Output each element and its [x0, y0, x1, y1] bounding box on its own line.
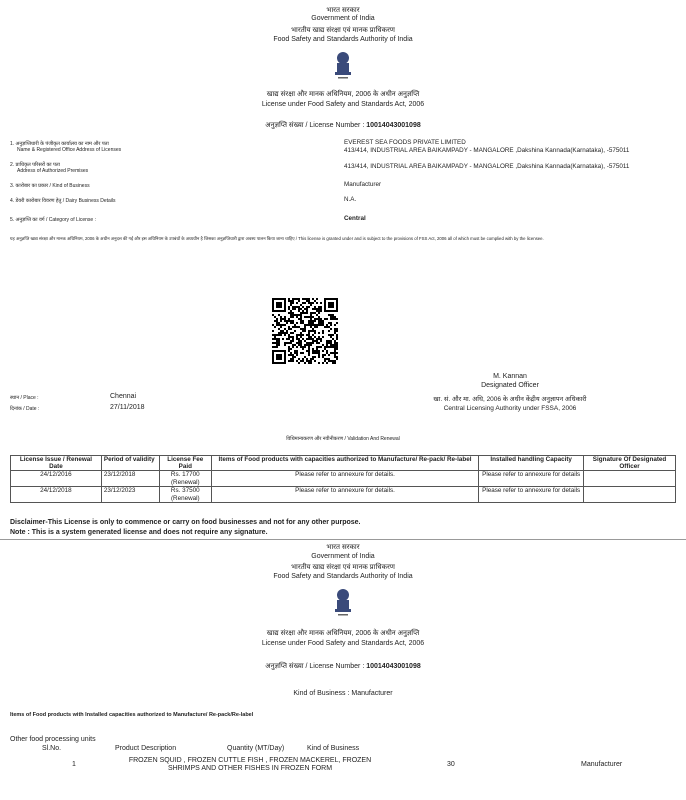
national-emblem-icon: [332, 587, 354, 617]
table-row: [11, 471, 676, 487]
table-cell: Please refer to annexure for details.: [211, 487, 478, 503]
table-cell: 23/12/2018: [101, 471, 159, 487]
date-value: 27/11/2018: [110, 404, 145, 411]
column-header: Items of Food products with capacities authorized to Manufacture/ Re-pack/ Re-label: [211, 456, 478, 471]
annex-group-label: Other food processing units: [10, 736, 96, 743]
header2-act: License under Food Safety and Standards Act, 2006: [261, 640, 425, 647]
annex-column-header: Sl.No.: [42, 745, 62, 752]
header-act: License under Food Safety and Standards Act, 2006: [261, 101, 425, 108]
column-header: Signature Of Designated Officer: [584, 456, 676, 471]
header-hindi-act: खाद्य संरक्षा और मानक अधिनियम, 2006 के अधीन अनुज्ञप्ति: [266, 91, 420, 98]
field-4-label: 4. डेयरी कारोबार विवरण हेतु / Dairy Business Details: [10, 198, 116, 204]
license-number-label: अनुज्ञप्ति संख्या / License Number :: [265, 122, 365, 129]
annex-cell-kind: Manufacturer: [581, 761, 623, 768]
license-condition-text: यह अनुज्ञप्ति खाद्य संरक्षा और मानक अधिनियम, 2006 के अधीन अनुदत्त की गई और इस अधिनियम के उपबंधों के अध्यधीन है जिसका अनुज्ञप्तिधारी द्वारा अवश्य पालन किया जाना चाहिए / This license is granted under and is subject to the provisions of FSS Act, 2006 all of which must be complied with by the licensee.: [10, 236, 544, 241]
field-1-value: EVEREST SEA FOODS PRIVATE LIMITED 413/414, INDUSTRIAL AREA BAIKAMPADY - MANGALORE ,Dakshina Kannada(Karnataka), -575011: [344, 139, 630, 154]
place-label: स्थान / Place :: [10, 395, 39, 401]
header-govt: Government of India: [311, 15, 375, 22]
header-hindi-govt: भारत सरकार: [326, 7, 360, 14]
table-header-row: [11, 456, 676, 471]
table-cell: 23/12/2023: [101, 487, 159, 503]
annex-cell-quantity: 30: [447, 761, 455, 768]
disclaimer-text: Disclaimer-This License is only to commence or carry on food businesses and not for any other purpose.: [10, 519, 361, 526]
signatory-authority: Central Licensing Authority under FSSA, 2006: [443, 405, 577, 412]
table-cell: [584, 471, 676, 487]
table-cell: Rs. 17700 (Renewal): [159, 471, 211, 487]
license-number-value: 10014043001098: [366, 663, 421, 670]
table-cell: Please refer to annexure for details.: [211, 471, 478, 487]
table-cell: Please refer to annexure for details: [479, 471, 584, 487]
annex-column-header: Kind of Business: [307, 745, 360, 752]
page-divider: [0, 539, 686, 540]
table-cell: 24/12/2016: [11, 471, 102, 487]
header2-govt: Government of India: [311, 553, 375, 560]
note-text: Note : This is a system generated license and does not require any signature.: [10, 529, 268, 536]
annex-column-header: Quantity (MT/Day): [227, 745, 285, 752]
header2-hindi-govt: भारत सरकार: [326, 544, 360, 551]
validation-table: [10, 455, 676, 503]
place-value: Chennai: [110, 393, 137, 400]
column-header: Period of validity: [101, 456, 159, 471]
table-cell: [584, 487, 676, 503]
header-authority: Food Safety and Standards Authority of India: [273, 36, 413, 43]
table-row: [11, 487, 676, 503]
header2-authority: Food Safety and Standards Authority of India: [273, 573, 413, 580]
field-5-value: Central: [344, 215, 366, 222]
header-hindi-authority: भारतीय खाद्य संरक्षा एवं मानक प्राधिकरण: [291, 27, 395, 34]
field-2-value: 413/414, INDUSTRIAL AREA BAIKAMPADY - MANGALORE ,Dakshina Kannada(Karnataka), -575011: [344, 163, 630, 170]
table-cell: Please refer to annexure for details: [479, 487, 584, 503]
kind-of-business-line: Kind of Business : Manufacturer: [293, 690, 393, 697]
field-3-label: 3. कारोबार का प्रकार / Kind of Business: [10, 183, 90, 189]
license-number-line-2: [0, 662, 686, 671]
license-number-value: 10014043001098: [366, 122, 421, 129]
field-3-value: Manufacturer: [344, 181, 382, 188]
table-cell: Rs. 37500 (Renewal): [159, 487, 211, 503]
validation-title: विधिमान्यकरण और नवीनीकरण / Validation And Renewal: [286, 436, 400, 442]
annex-cell-slno: 1: [72, 761, 76, 768]
date-label: दिनांक / Date :: [10, 406, 40, 412]
national-emblem-icon: [332, 50, 354, 80]
field-2-label: 2. प्राधिकृत परिसरों का पता Address of Authorized Premises: [10, 162, 89, 174]
field-1-label: 1. अनुज्ञप्तिधारी के पंजीकृत कार्यालय का नाम और पता Name & Registered Office Address of Licenses: [10, 141, 122, 153]
column-header: Installed handling Capacity: [479, 456, 584, 471]
header2-hindi-act: खाद्य संरक्षा और मानक अधिनियम, 2006 के अधीन अनुज्ञप्ति: [266, 630, 420, 637]
field-4-value: N.A.: [344, 196, 357, 203]
annex-column-header: Product Description: [115, 745, 177, 752]
table-cell: 24/12/2018: [11, 487, 102, 503]
license-number-line: [0, 121, 686, 130]
signatory-hindi-authority: खा. सं. और मा. अधि, 2006 के अधीन केंद्रीय अनुज्ञापन अधिकारी: [433, 396, 587, 403]
column-header: License Fee Paid: [159, 456, 211, 471]
annex-title: Items of Food products with Installed capacities authorized to Manufacture/ Re-pack/Re-label: [10, 712, 254, 718]
signatory-name: M. Kannan: [493, 373, 527, 380]
field-5-label: 5. अनुज्ञप्ति का वर्ग / Category of License :: [10, 217, 96, 223]
license-number-label: अनुज्ञप्ति संख्या / License Number :: [265, 663, 365, 670]
signatory-designation: Designated Officer: [481, 382, 539, 389]
column-header: License Issue / Renewal Date: [11, 456, 102, 471]
qr-code-icon: [272, 298, 338, 364]
header2-hindi-authority: भारतीय खाद्य संरक्षा एवं मानक प्राधिकरण: [291, 564, 395, 571]
annex-cell-description: FROZEN SQUID , FROZEN CUTTLE FISH , FROZEN MACKEREL, FROZEN SHRIMPS AND OTHER FISHES IN FROZEN FORM: [128, 757, 372, 772]
